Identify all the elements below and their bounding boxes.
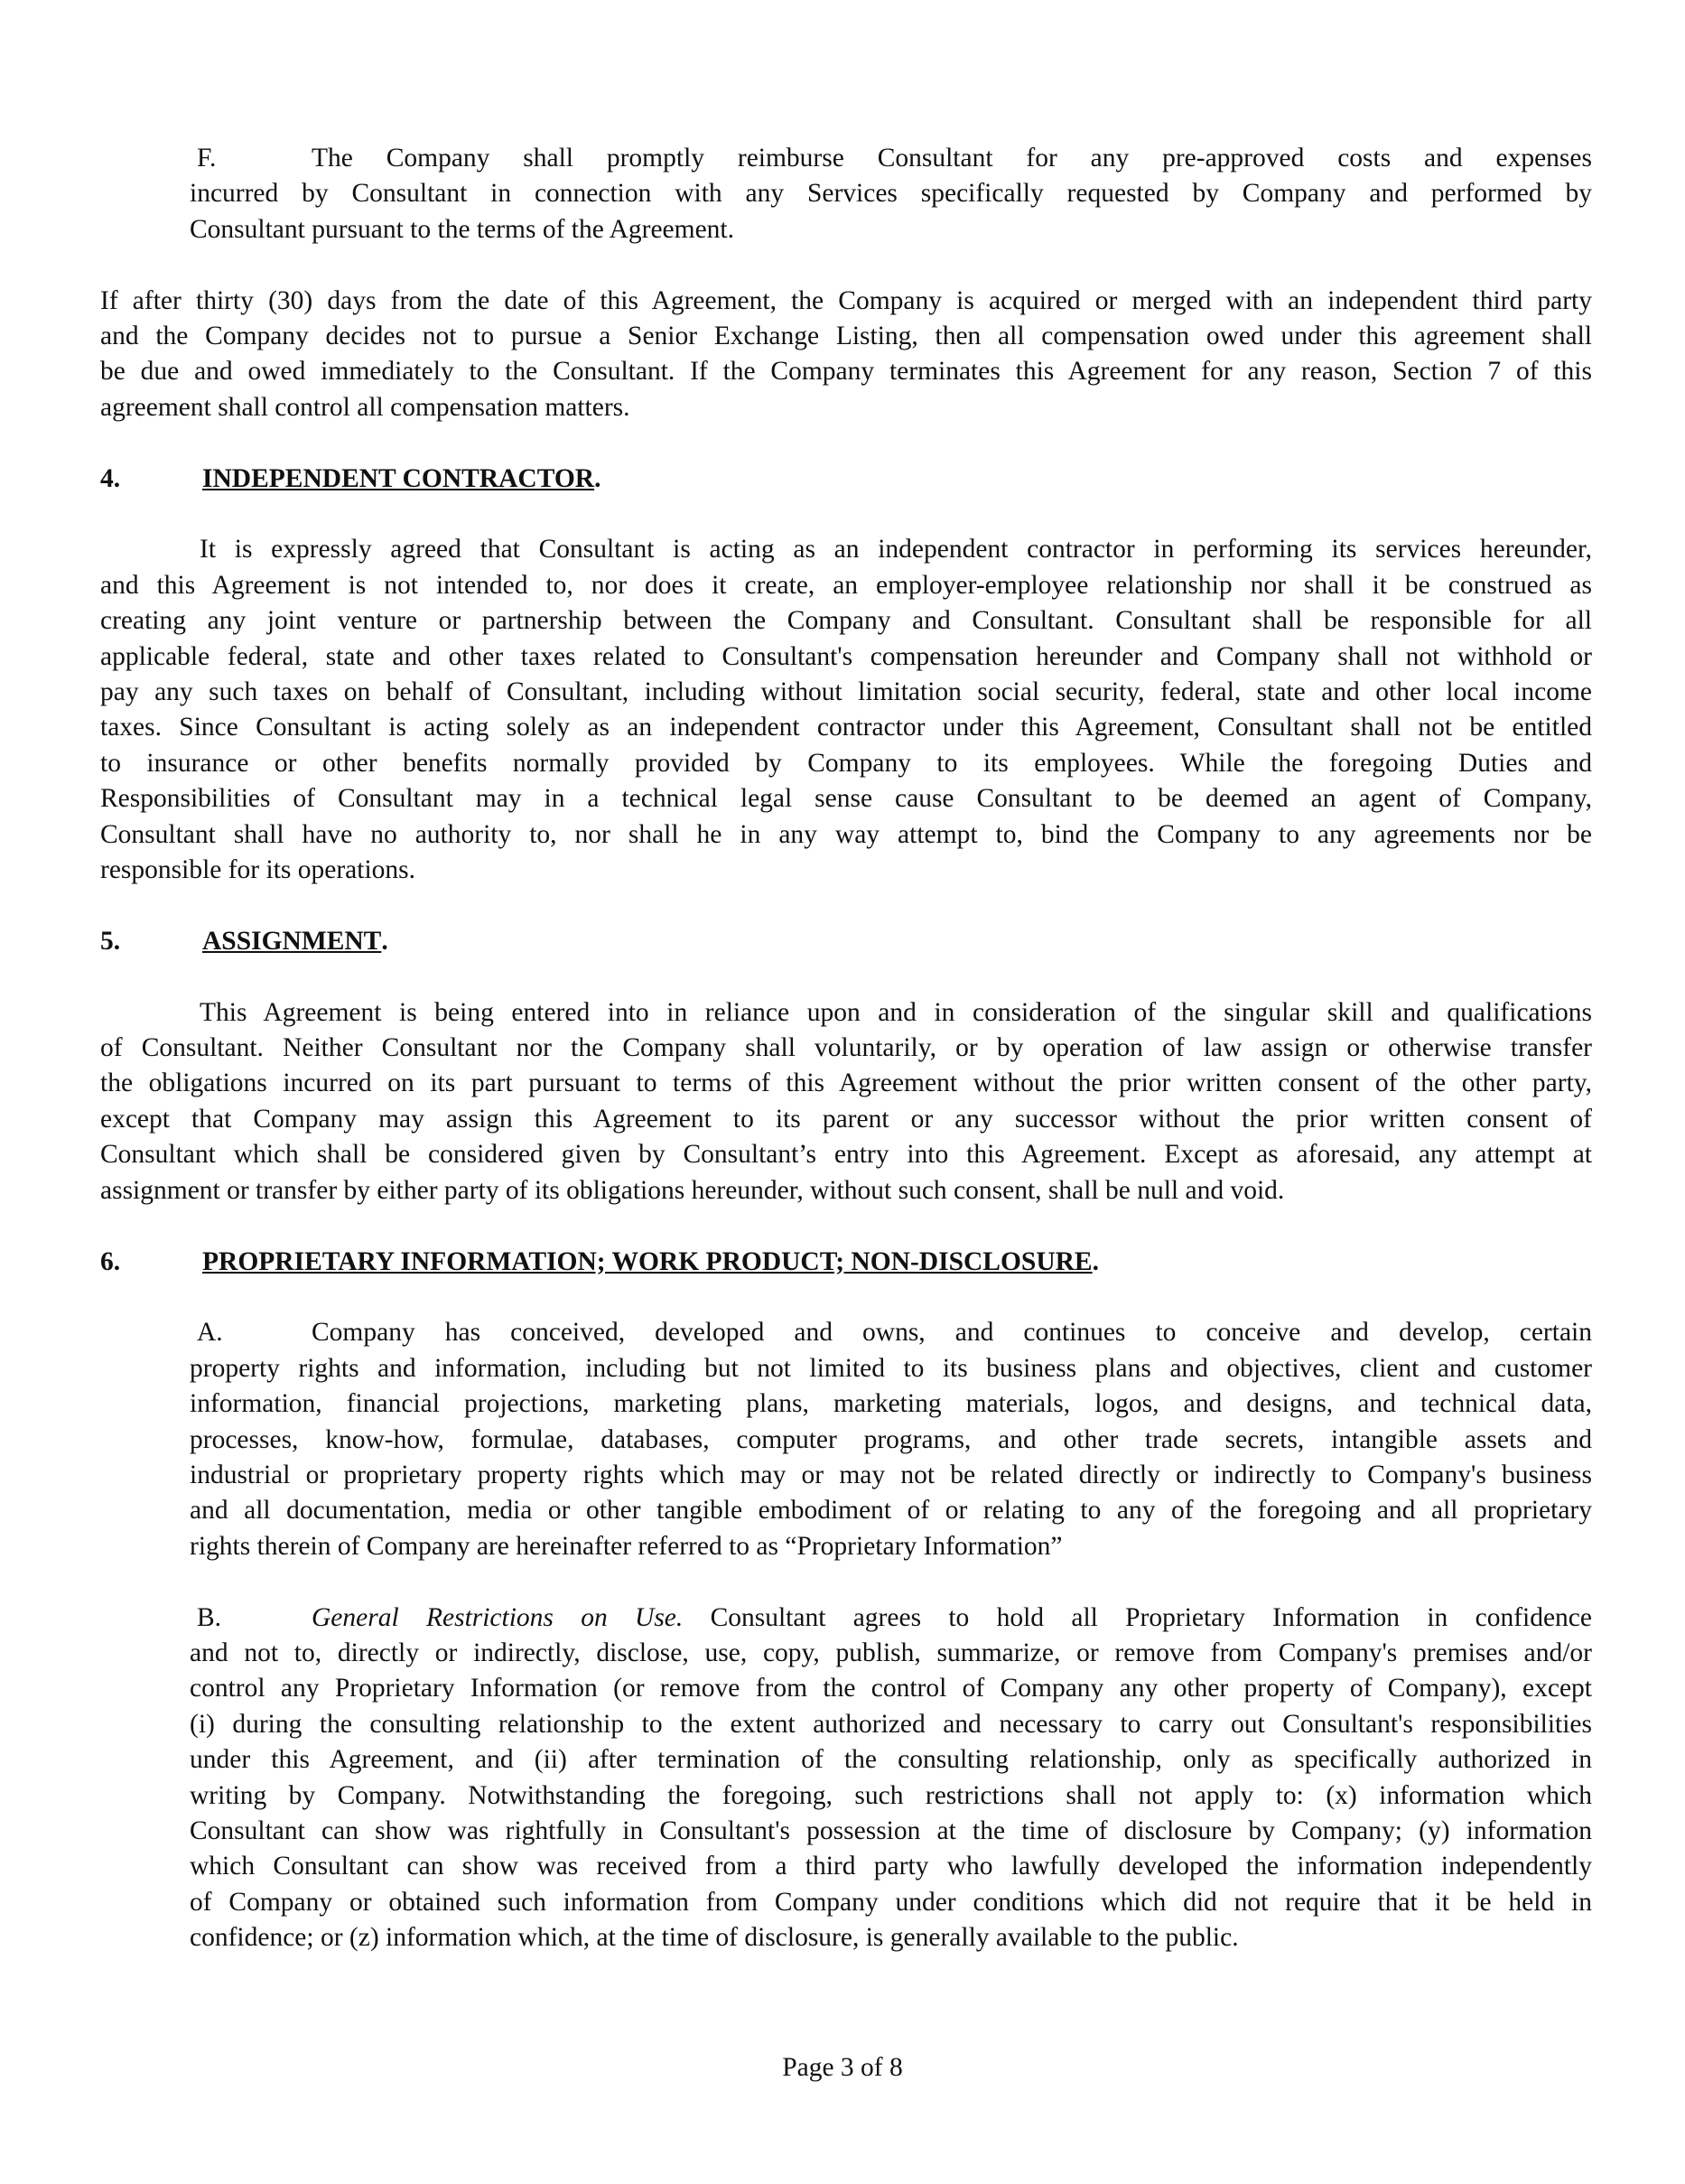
line-text: information, financial projections, marketing plans, marketing materials, logos, and designs, and technical data, [190, 1389, 1592, 1419]
line-text: incurred by Consultant in connection with any Services specifically requested by Company and performed by [190, 179, 1592, 209]
paragraph-line [100, 1066, 1592, 1101]
line-text: pay any such taxes on behalf of Consultant, including without limitation social security, federal, state and other local income [100, 677, 1592, 707]
paragraph-line [100, 746, 1592, 781]
italic-lead: General Restrictions on Use. [312, 1602, 684, 1632]
paragraph-line [100, 853, 1592, 888]
paragraph-line [100, 1173, 1592, 1209]
line-text: of Company or obtained such information from Company under conditions which did not require that it be held in [190, 1887, 1592, 1917]
paragraph-line [190, 1778, 1592, 1814]
line-text: and not to, directly or indirectly, disclose, use, copy, publish, summarize, or remove from Company's premises and/or [190, 1638, 1592, 1667]
paragraph [190, 1601, 1592, 1956]
line-text: taxes. Since Consultant is acting solely as an independent contractor under this Agreement, Consultant shall not be entitled [100, 713, 1592, 742]
paragraph-label: B. [197, 1602, 222, 1632]
paragraph-line [100, 639, 1592, 675]
paragraph-line [190, 1386, 1592, 1422]
section-title: INDEPENDENT CONTRACTOR [202, 463, 595, 493]
line-text: applicable federal, state and other taxes related to Consultant's compensation hereunder and Company shall not withhold or [100, 641, 1592, 671]
paragraph-line [100, 675, 1592, 710]
line-text: control any Proprietary Information (or remove from the control of Company any other property of Company), except [190, 1674, 1592, 1703]
paragraph-label: F. [197, 144, 217, 173]
line-text: and the Company decides not to pursue a Senior Exchange Listing, then all compensation owed under this agreement shall [100, 322, 1592, 351]
paragraph-line [190, 1423, 1592, 1458]
paragraph [190, 1315, 1592, 1564]
paragraph-line [190, 1849, 1592, 1884]
paragraph [100, 995, 1592, 1209]
paragraph [100, 284, 1592, 426]
paragraph-line [190, 1814, 1592, 1849]
paragraph-line [190, 1493, 1592, 1528]
paragraph-line [190, 1885, 1592, 1920]
line-text: This Agreement is being entered into in reliance upon and in consideration of the singular skill and qualifications [200, 997, 1592, 1027]
paragraph-line [190, 212, 1592, 247]
section-number: 5. [100, 926, 121, 956]
line-text: the obligations incurred on its part pursuant to terms of this Agreement without the prior written consent of the other party, [100, 1069, 1592, 1098]
section-title-period: . [594, 463, 601, 493]
paragraph-line [100, 1031, 1592, 1066]
line-text: and all documentation, media or other tangible embodiment of or relating to any of the foregoing and all proprietary [190, 1496, 1592, 1526]
line-text: of Consultant. Neither Consultant nor the Company shall voluntarily, or by operation of law assign or otherwise transfer [100, 1033, 1592, 1063]
paragraph-line [190, 1351, 1592, 1386]
paragraph-line [100, 995, 1592, 1031]
section-title-period: . [381, 926, 388, 956]
paragraph-line [100, 1601, 1592, 1636]
line-text: property rights and information, including but not limited to its business plans and objectives, client and customer [190, 1353, 1592, 1383]
paragraph-line [100, 603, 1592, 639]
paragraph-line [100, 781, 1592, 817]
line-text: and this Agreement is not intended to, nor does it create, an employer-employee relationship nor shall it be construed as [100, 570, 1592, 600]
section-title-period: . [1092, 1246, 1099, 1276]
line-text: The Company shall promptly reimburse Consultant for any pre-approved costs and expenses [312, 144, 1592, 173]
line-text: assignment or transfer by either party of its obligations hereunder, without such consent, shall be null and void. [100, 1175, 1285, 1205]
line-text: under this Agreement, and (ii) after termination of the consulting relationship, only as specifically authorized in [190, 1745, 1592, 1775]
section-number: 6. [100, 1246, 121, 1276]
paragraph [190, 141, 1592, 247]
paragraph-line [190, 1671, 1592, 1706]
paragraph-line [100, 319, 1592, 354]
line-text: responsible for its operations. [100, 855, 416, 885]
page-number: Page 3 of 8 [782, 2053, 903, 2082]
paragraph [100, 532, 1592, 888]
line-text: Consultant can show was rightfully in Consultant's possession at the time of disclosure by Company; (y) information [190, 1815, 1592, 1845]
paragraph-line [190, 1920, 1592, 1955]
paragraph-line [100, 710, 1592, 745]
paragraph-line [190, 1458, 1592, 1493]
line-text: which Consultant can show was received from a third party who lawfully developed the information independently [190, 1852, 1592, 1881]
paragraph-line [100, 1137, 1592, 1172]
section-title: ASSIGNMENT [202, 926, 382, 956]
line-text: (i) during the consulting relationship to the extent authorized and necessary to carry out Consultant's responsibilities [190, 1709, 1592, 1739]
line-text: to insurance or other benefits normally provided by Company to its employees. While the foregoing Duties and [100, 748, 1592, 778]
section-number: 4. [100, 463, 121, 493]
paragraph-line [100, 141, 1592, 176]
paragraph-line [100, 1102, 1592, 1137]
section-heading [100, 1245, 1592, 1280]
line-text: Responsibilities of Consultant may in a technical legal sense cause Consultant to be deemed an agent of Company, [100, 784, 1592, 814]
paragraph-line [190, 1636, 1592, 1671]
line-text: rights therein of Company are hereinafter referred to as “Proprietary Information” [190, 1531, 1063, 1561]
paragraph-label: A. [197, 1318, 223, 1348]
line-text: If after thirty (30) days from the date of this Agreement, the Company is acquired or merged with an independent third party [100, 285, 1592, 315]
line-text: writing by Company. Notwithstanding the foregoing, such restrictions shall not apply to: (x) information which [190, 1780, 1592, 1810]
paragraph-line [190, 1742, 1592, 1778]
paragraph-line [100, 284, 1592, 319]
document-body [100, 141, 1592, 1992]
line-text: Consultant pursuant to the terms of the Agreement. [190, 214, 734, 244]
line-text: processes, know-how, formulae, databases, computer programs, and other trade secrets, intangible assets and [190, 1424, 1592, 1454]
line-text: creating any joint venture or partnership between the Company and Consultant. Consultant shall be responsible for all [100, 606, 1592, 636]
paragraph-line [190, 1707, 1592, 1742]
line-text: It is expressly agreed that Consultant is acting as an independent contractor in performing its services hereunder, [200, 535, 1592, 565]
section-heading [100, 924, 1592, 959]
paragraph-line [190, 1529, 1592, 1564]
line-text-rest: Consultant agrees to hold all Proprietary Information in confidence [683, 1602, 1592, 1632]
line-text: confidence; or (z) information which, at the time of disclosure, is generally available to the public. [190, 1923, 1239, 1953]
line-text: Consultant which shall be considered given by Consultant’s entry into this Agreement. Except as aforesaid, any attempt at [100, 1140, 1592, 1170]
paragraph-line [100, 1315, 1592, 1350]
line-text: industrial or proprietary property rights which may or may not be related directly or indirectly to Company's business [190, 1460, 1592, 1489]
paragraph-line [100, 390, 1592, 425]
line-text: except that Company may assign this Agreement to its parent or any successor without the prior written consent of [100, 1104, 1592, 1134]
line-text [312, 1601, 1592, 1636]
line-text: agreement shall control all compensation matters. [100, 392, 630, 422]
paragraph-line [100, 354, 1592, 389]
line-text: be due and owed immediately to the Consultant. If the Company terminates this Agreement for any reason, Section 7 of this [100, 357, 1592, 387]
line-text: Consultant shall have no authority to, nor shall he in any way attempt to, bind the Company to any agreements nor be [100, 819, 1592, 849]
section-heading [100, 462, 1592, 497]
paragraph-line [190, 176, 1592, 211]
paragraph-line [100, 532, 1592, 567]
section-title: PROPRIETARY INFORMATION; WORK PRODUCT; NON-DISCLOSURE [202, 1246, 1093, 1276]
line-text: Company has conceived, developed and owns, and continues to conceive and develop, certain [312, 1318, 1592, 1348]
paragraph-line [100, 817, 1592, 853]
paragraph-line [100, 568, 1592, 603]
